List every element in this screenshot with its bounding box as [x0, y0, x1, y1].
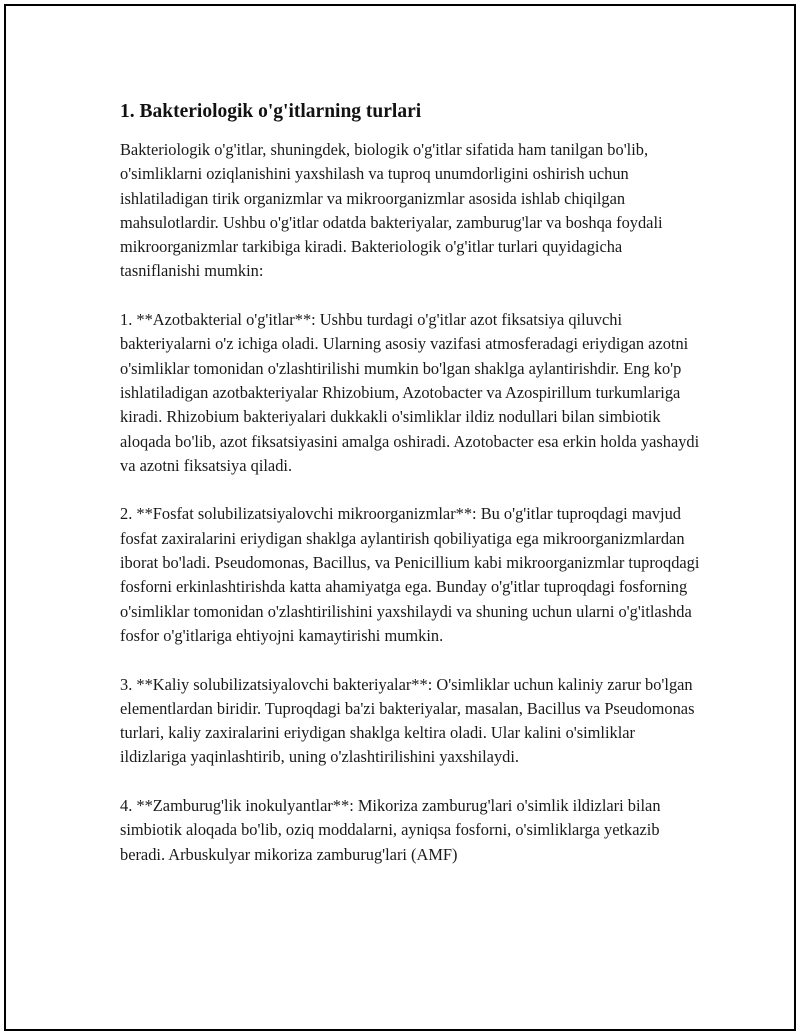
document-content: [120, 98, 700, 867]
paragraph-fosfat: 2. **Fosfat solubilizatsiyalovchi mikroorganizmlar**: Bu o'g'itlar tuproqdagi mavjud fosfat zaxiralarini eriydigan shaklga aylantirish qobiliyatiga ega mikroorganizmlardan iborat bo'ladi. Pseudomonas, Bacillus, va Penicillium kabi mikroorganizmlar tuproqdagi fosforni erkinlashtirishda katta ahamiyatga ega. Bunday o'g'itlar tuproqdagi fosforning o'simliklar tomonidan o'zlashtirilishini yaxshilaydi va shuning uchun ularni o'g'itlashda fosfor o'g'itlariga ehtiyojni kamaytirishi mumkin.: [120, 504, 700, 645]
paragraph-azotbakterial: 1. **Azotbakterial o'g'itlar**: Ushbu turdagi o'g'itlar azot fiksatsiya qiluvchi bakteriyalarni o'z ichiga oladi. Ularning asosiy vazifasi atmosferadagi eriydigan azotni o'simliklar tomonidan o'zlashtirilishi mumkin bo'lgan shaklga aylantirishdir. Eng ko'p ishlatiladigan azotbakteriyalar Rhizobium, Azotobacter va Azospirillum turkumlariga kiradi. Rhizobium bakteriyalari dukkakli o'simliklar ildiz nodullari bilan simbiotik aloqada bo'lib, azot fiksatsiyasini amalga oshiradi. Azotobacter esa erkin holda yashaydi va azotni fiksatsiya qiladi.: [120, 310, 700, 475]
document-page: [4, 4, 796, 1031]
paragraph-zamburug: 4. **Zamburug'lik inokulyantlar**: Mikoriza zamburug'lari o'simlik ildizlari bilan simbiotik aloqada bo'lib, oziq moddalarni, ayniqsa fosforni, o'simliklarga yetkazib beradi. Arbuskulyar mikoriza zamburug'lari (AMF): [120, 796, 661, 864]
section-heading: 1. Bakteriologik o'g'itlarning turlari: [120, 101, 422, 122]
paragraph-kaliy: 3. **Kaliy solubilizatsiyalovchi bakteriyalar**: O'simliklar uchun kaliniy zarur bo'lgan elementlardan biridir. Tuproqdagi ba'zi bakteriyalar, masalan, Bacillus va Pseudomonas turlari, kaliy zaxiralarini eriydigan shaklga keltira oladi. Ular kalini o'simliklar ildizlariga yaqinlashtirib, uning o'zlashtirilishini yaxshilaydi.: [120, 674, 695, 767]
intro-paragraph: Bakteriologik o'g'itlar, shuningdek, biologik o'g'itlar sifatida ham tanilgan bo'lib, o'simliklarni oziqlanishini yaxshilash va tuproq unumdorligini oshirish uchun ishlatiladigan tirik organizmlar va mikroorganizmlar asosida ishlab chiqilgan mahsulotlardir. Ushbu o'g'itlar odatda bakteriyalar, zamburug'lar va boshqa foydali mikroorganizmlar tarkibiga kiradi. Bakteriologik o'g'itlar turlari quyidagicha tasniflanishi mumkin:: [120, 140, 663, 281]
